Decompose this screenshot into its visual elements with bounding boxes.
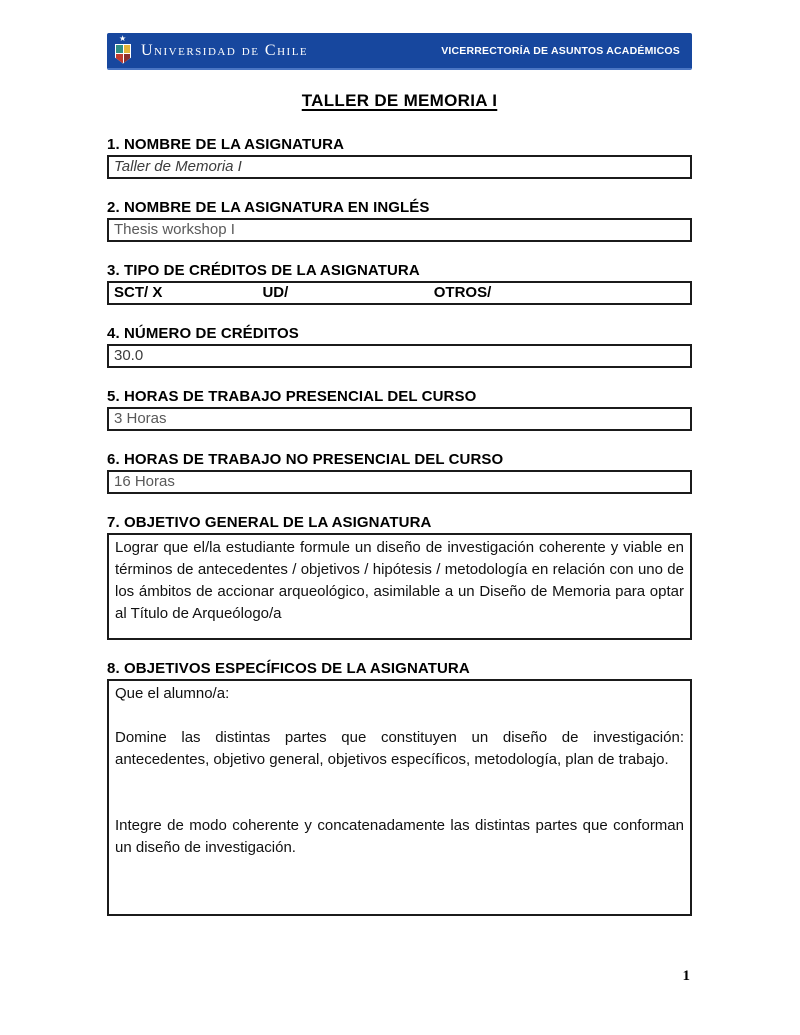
field-objetivos-especificos [107,679,692,916]
shield-icon [115,44,131,64]
field-tipo-creditos [107,281,692,305]
header-banner [107,33,692,70]
page-title: TALLER DE MEMORIA I [301,91,498,110]
field-objetivo-general [107,533,692,640]
document-content [107,33,692,916]
field-horas-no-presencial: 16 Horas [107,470,692,494]
credit-type-row [114,284,685,302]
objetivos-especificos-intro: Que el alumno/a: [115,685,230,702]
section-3-label: 3. TIPO DE CRÉDITOS DE LA ASIGNATURA [107,262,420,279]
page-number: 1 [682,968,690,984]
university-name: Universidad de Chile [141,41,309,59]
university-crest-icon [113,35,133,67]
star-icon: ★ [119,33,127,43]
field-nombre-ingles: Thesis workshop I [107,218,692,242]
field-nombre-asignatura: Taller de Memoria I [107,155,692,179]
field-horas-presencial: 3 Horas [107,407,692,431]
section-6-label: 6. HORAS DE TRABAJO NO PRESENCIAL DEL CURSO [107,451,504,468]
objetivo-especifico-2: Integre de modo coherente y concatenadamente las distintas partes que conforman un diseño de investigación. [115,817,684,856]
section-5-label: 5. HORAS DE TRABAJO PRESENCIAL DEL CURSO [107,388,477,405]
field-numero-creditos: 30.0 [107,344,692,368]
header-division-label: VICERRECTORÍA DE ASUNTOS ACADÉMICOS [441,44,680,57]
university-brand [113,35,308,67]
credit-option-sct: SCT/ X [114,284,163,301]
section-4-label: 4. NÚMERO DE CRÉDITOS [107,325,299,342]
section-2-label: 2. NOMBRE DE LA ASIGNATURA EN INGLÉS [107,199,430,216]
objetivo-especifico-1: Domine las distintas partes que constituyen un diseño de investigación: antecedentes, objetivo general, objetivos específicos, metodología, plan de trabajo. [115,729,684,768]
objetivo-general-text: Lograr que el/la estudiante formule un diseño de investigación coherente y viable en términos de antecedentes / objetivos / hipótesis / metodología en relación con uno de los ámbitos de accionar arqueológico, asimilable a un Diseño de Memoria para optar al Título de Arqueólogo/a [115,539,684,622]
credit-option-otros: OTROS/ [433,284,492,301]
section-1-label: 1. NOMBRE DE LA ASIGNATURA [107,136,345,153]
section-8-label: 8. OBJETIVOS ESPECÍFICOS DE LA ASIGNATURA [107,660,470,677]
section-7-label: 7. OBJETIVO GENERAL DE LA ASIGNATURA [107,514,432,531]
credit-option-ud: UD/ [262,284,289,301]
